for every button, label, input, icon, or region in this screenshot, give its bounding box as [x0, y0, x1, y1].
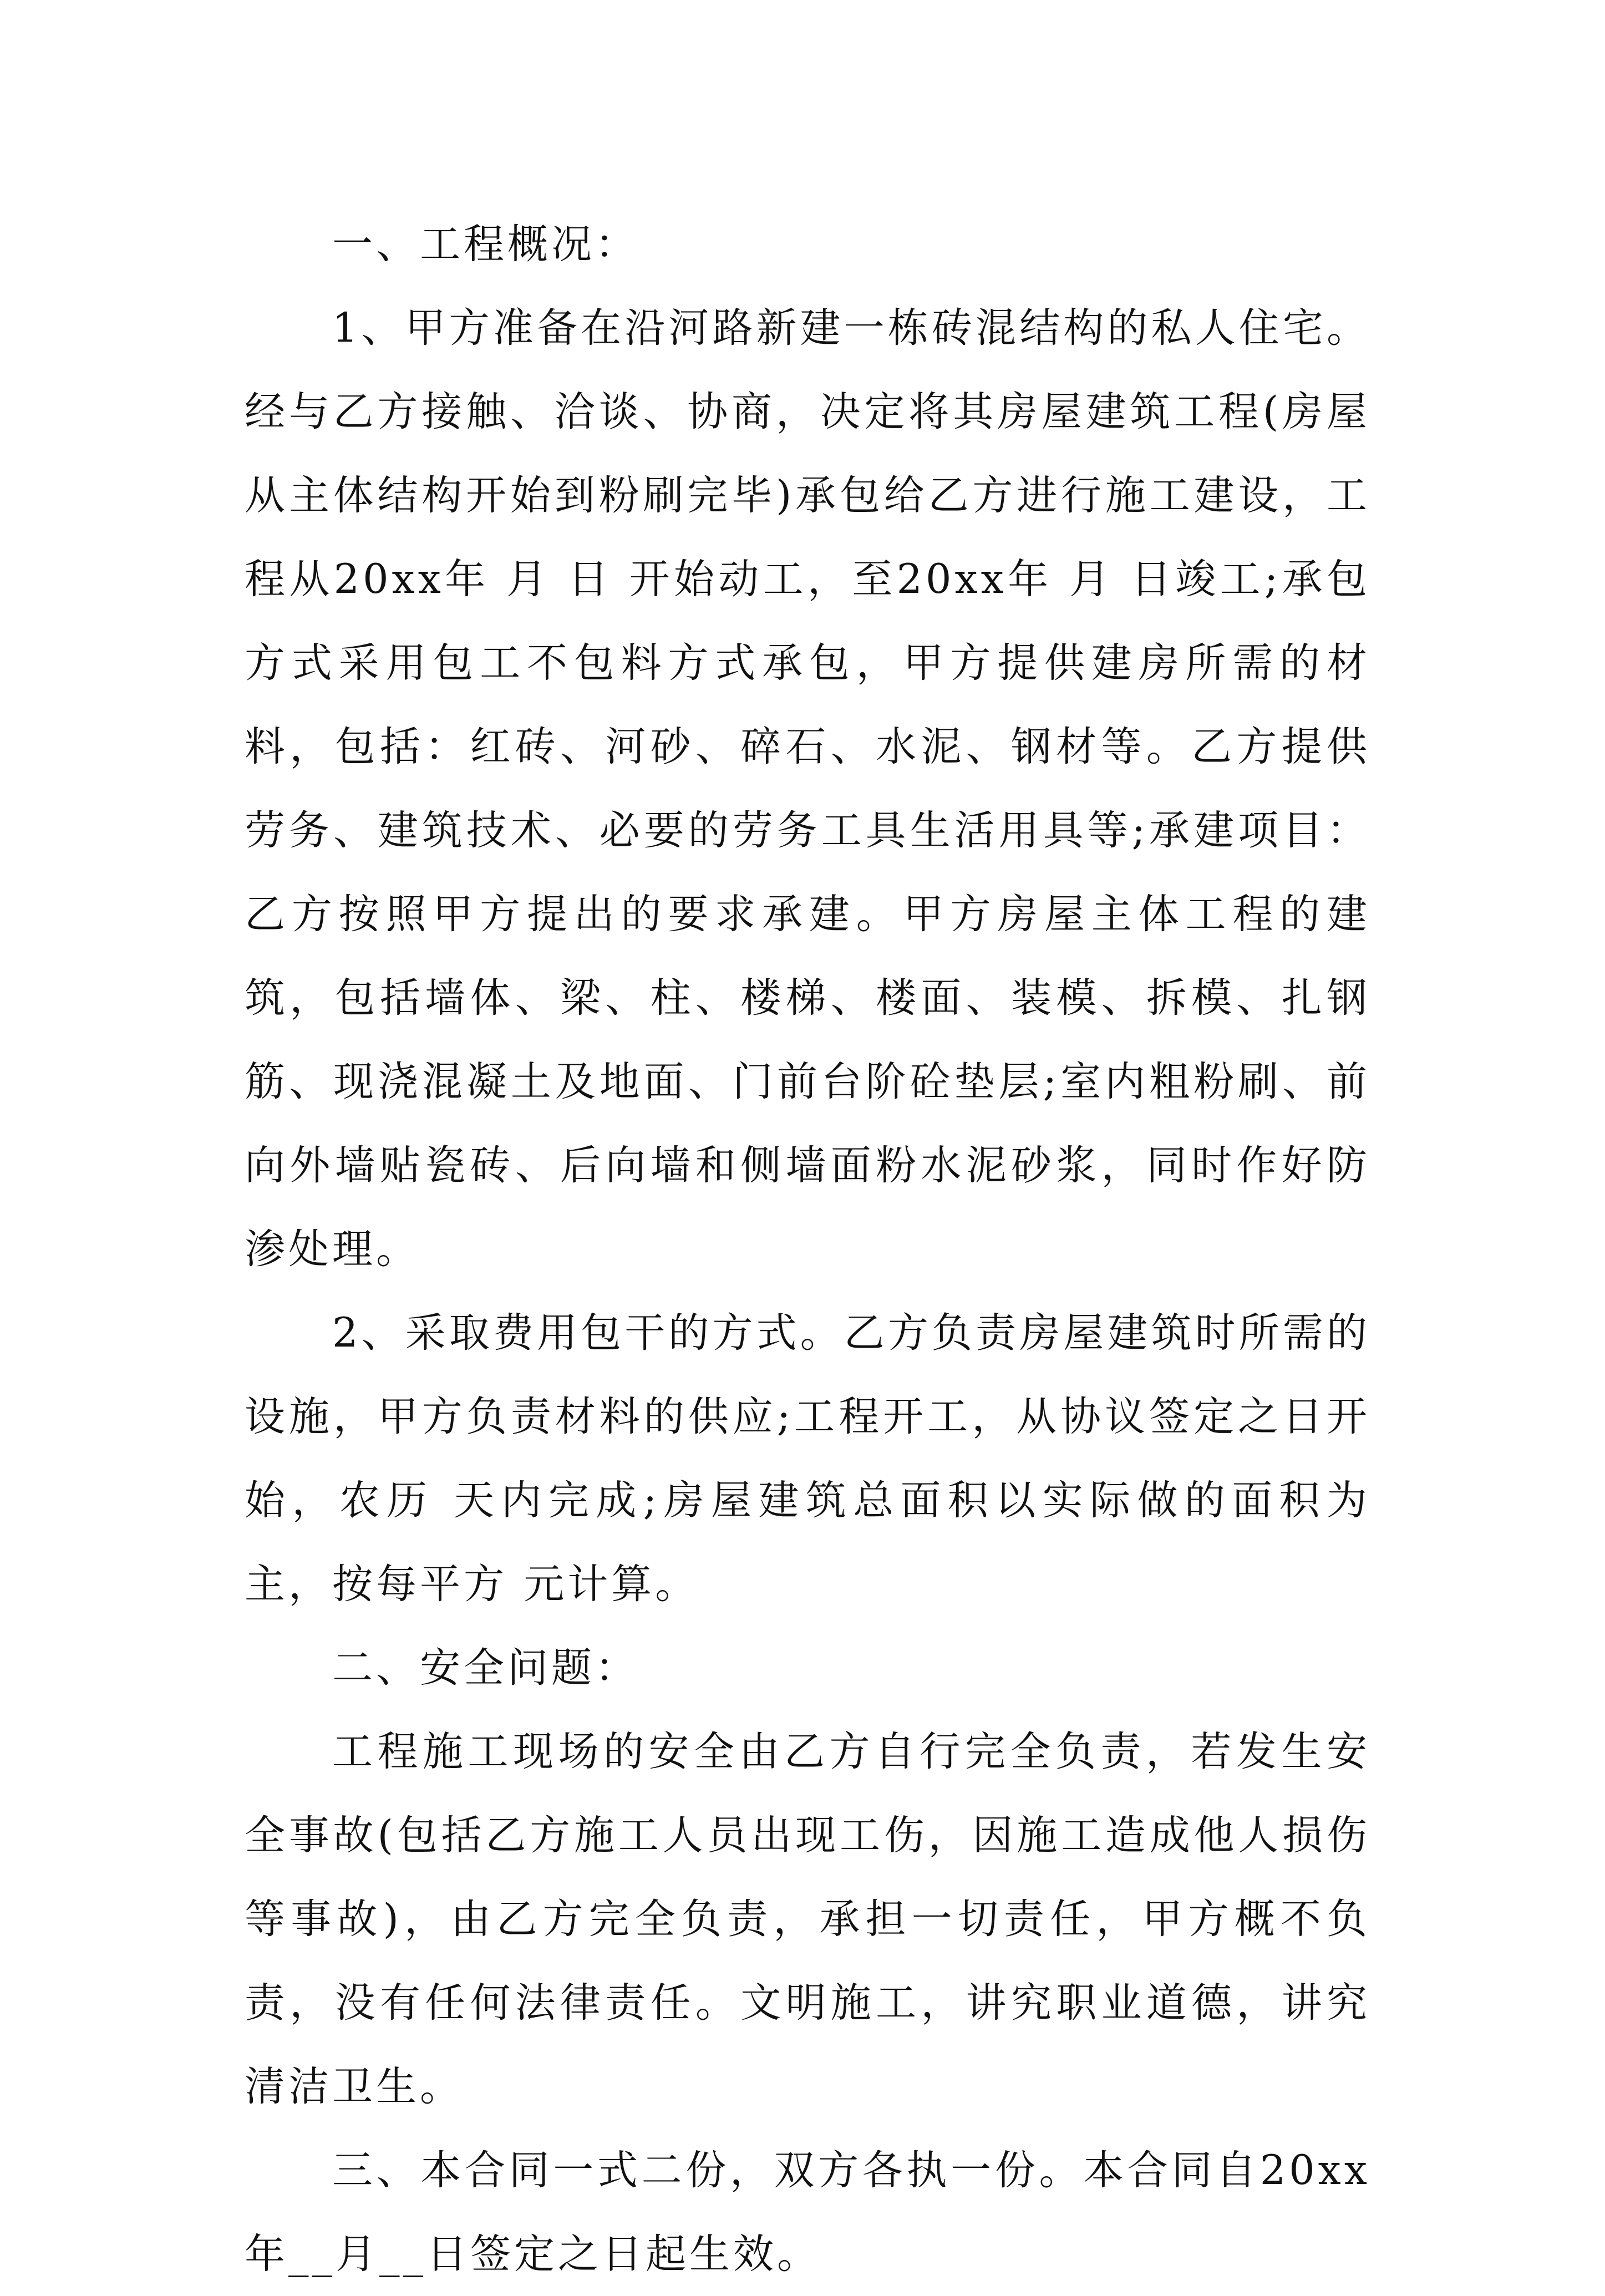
section-heading-safety: 二、安全问题： [332, 1644, 639, 1691]
paragraph-safety-terms: 工程施工现场的安全由乙方自行完全负责，若发生安全事故(包括乙方施工人员出现工伤，因施工造成他人损伤等事故)，由乙方完全负责，承担一切责任，甲方概不负责，没有任何法律责任。文明施工，讲究职业道德，讲究清洁卫生。 [245, 1728, 1370, 2110]
paragraph-project-scope: 1、甲方准备在沿河路新建一栋砖混结构的私人住宅。经与乙方接触、洽谈、协商，决定将其房屋建筑工程(房屋从主体结构开始到粉刷完毕)承包给乙方进行施工建设，工程从20xx年 月 日 开始动工，至20xx年 月 日竣工;承包方式采用包工不包料方式承包，甲方提供建房所需的材料，包括：红砖、河砂、碎石、水泥、钢材等。乙方提供劳务、建筑技术、必要的劳务工具生活用具等;承建项目：乙方按照甲方提出的要求承建。甲方房屋主体工程的建筑，包括墙体、梁、柱、楼梯、楼面、装模、拆模、扎钢筋、现浇混凝土及地面、门前台阶砼垫层;室内粗粉刷、前向外墙贴瓷砖、后向墙和侧墙面粉水泥砂浆，同时作好防渗处理。 [245, 304, 1370, 1273]
paragraph-cost-terms: 2、采取费用包干的方式。乙方负责房屋建筑时所需的设施，甲方负责材料的供应;工程开工，从协议签定之日开始，农历 天内完成;房屋建筑总面积以实际做的面积为主，按每平方 元计算。 [245, 1309, 1370, 1608]
document-body [245, 202, 1370, 2296]
paragraph-contract-validity: 三、本合同一式二份，双方各执一份。本合同自20xx年__月__日签定之日起生效。 [245, 2147, 1370, 2278]
section-heading-project-overview: 一、工程概况： [332, 221, 639, 268]
